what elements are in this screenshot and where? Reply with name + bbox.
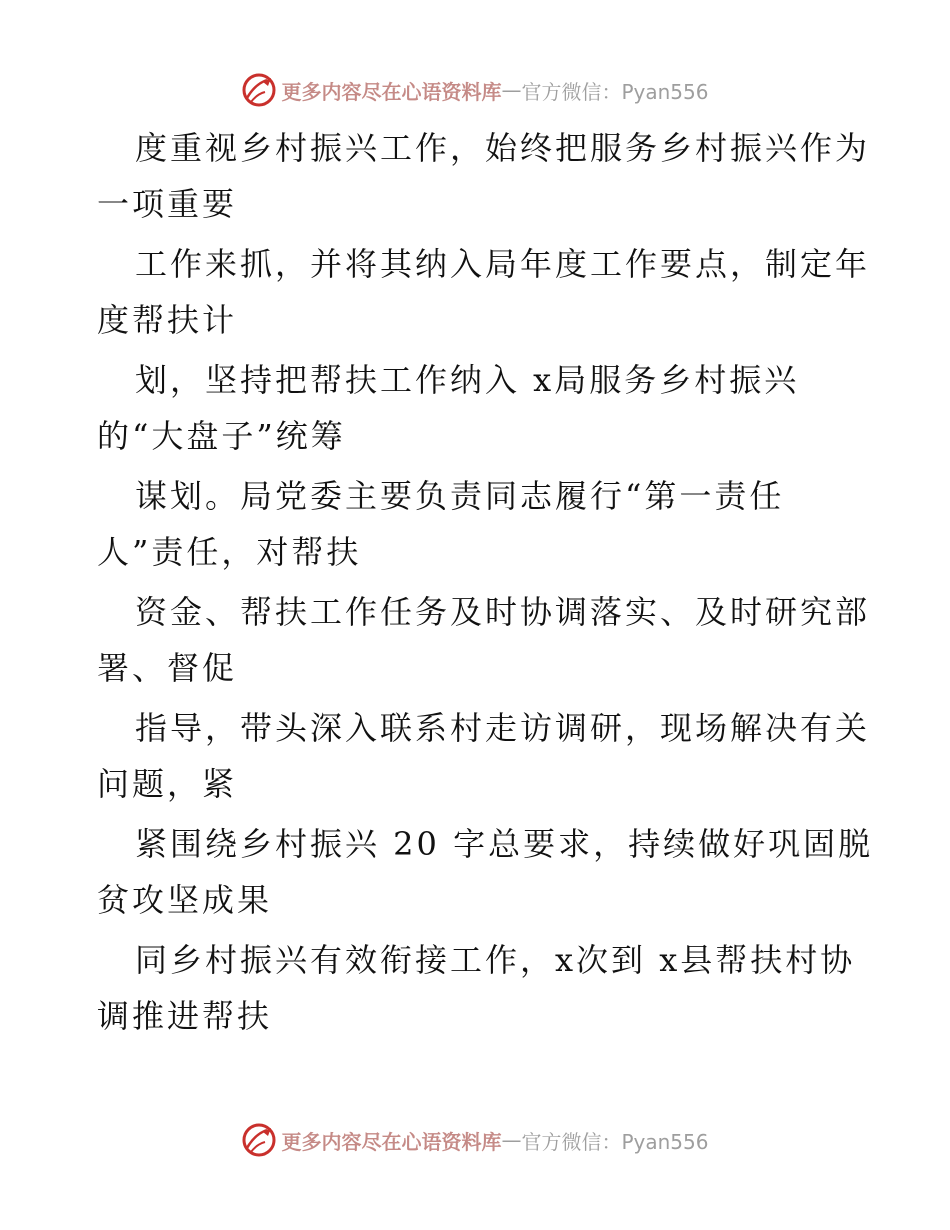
paragraph-1-line-2: 一项重要 xyxy=(97,185,238,223)
paragraph-5-line-2: 署、督促 xyxy=(97,649,238,687)
paragraph-4-line-2: 人”责任，对帮扶 xyxy=(97,533,362,571)
watermark-contact: 官方微信：Pyan556 xyxy=(521,1129,709,1154)
watermark-dash: — xyxy=(501,78,522,102)
paragraph-2-line-1: 工作来抓，并将其纳入局年度工作要点，制定年 xyxy=(135,245,871,283)
footer-watermark xyxy=(0,1120,950,1160)
paragraph-8-line-2: 调推进帮扶 xyxy=(97,997,273,1035)
watermark-brand: 更多内容尽在心语资料库 xyxy=(281,79,502,104)
paragraph-3-line-2: 的“大盘子”统筹 xyxy=(97,417,346,455)
watermark-brand: 更多内容尽在心语资料库 xyxy=(281,1129,502,1154)
paragraph-6-line-2: 问题，紧 xyxy=(97,765,238,803)
paragraph-4-line-1: 谋划。局党委主要负责同志履行“第一责任 xyxy=(135,477,785,515)
pen-logo-icon xyxy=(241,1122,277,1158)
watermark-contact: 官方微信：Pyan556 xyxy=(521,79,709,104)
paragraph-2-line-2: 度帮扶计 xyxy=(97,301,238,339)
paragraph-3-line-1: 划，坚持把帮扶工作纳入 x局服务乡村振兴 xyxy=(135,361,800,399)
watermark-dash: — xyxy=(501,1128,522,1152)
paragraph-6-line-1: 指导，带头深入联系村走访调研，现场解决有关 xyxy=(135,709,871,747)
paragraph-8-line-1: 同乡村振兴有效衔接工作，x次到 x县帮扶村协 xyxy=(135,941,856,979)
paragraph-7-line-2: 贫攻坚成果 xyxy=(97,881,273,919)
paragraph-7-line-1: 紧围绕乡村振兴 20 字总要求，持续做好巩固脱 xyxy=(135,825,874,863)
paragraph-5-line-1: 资金、帮扶工作任务及时协调落实、及时研究部 xyxy=(135,593,871,631)
paragraph-1-line-1: 度重视乡村振兴工作，始终把服务乡村振兴作为 xyxy=(135,129,871,167)
